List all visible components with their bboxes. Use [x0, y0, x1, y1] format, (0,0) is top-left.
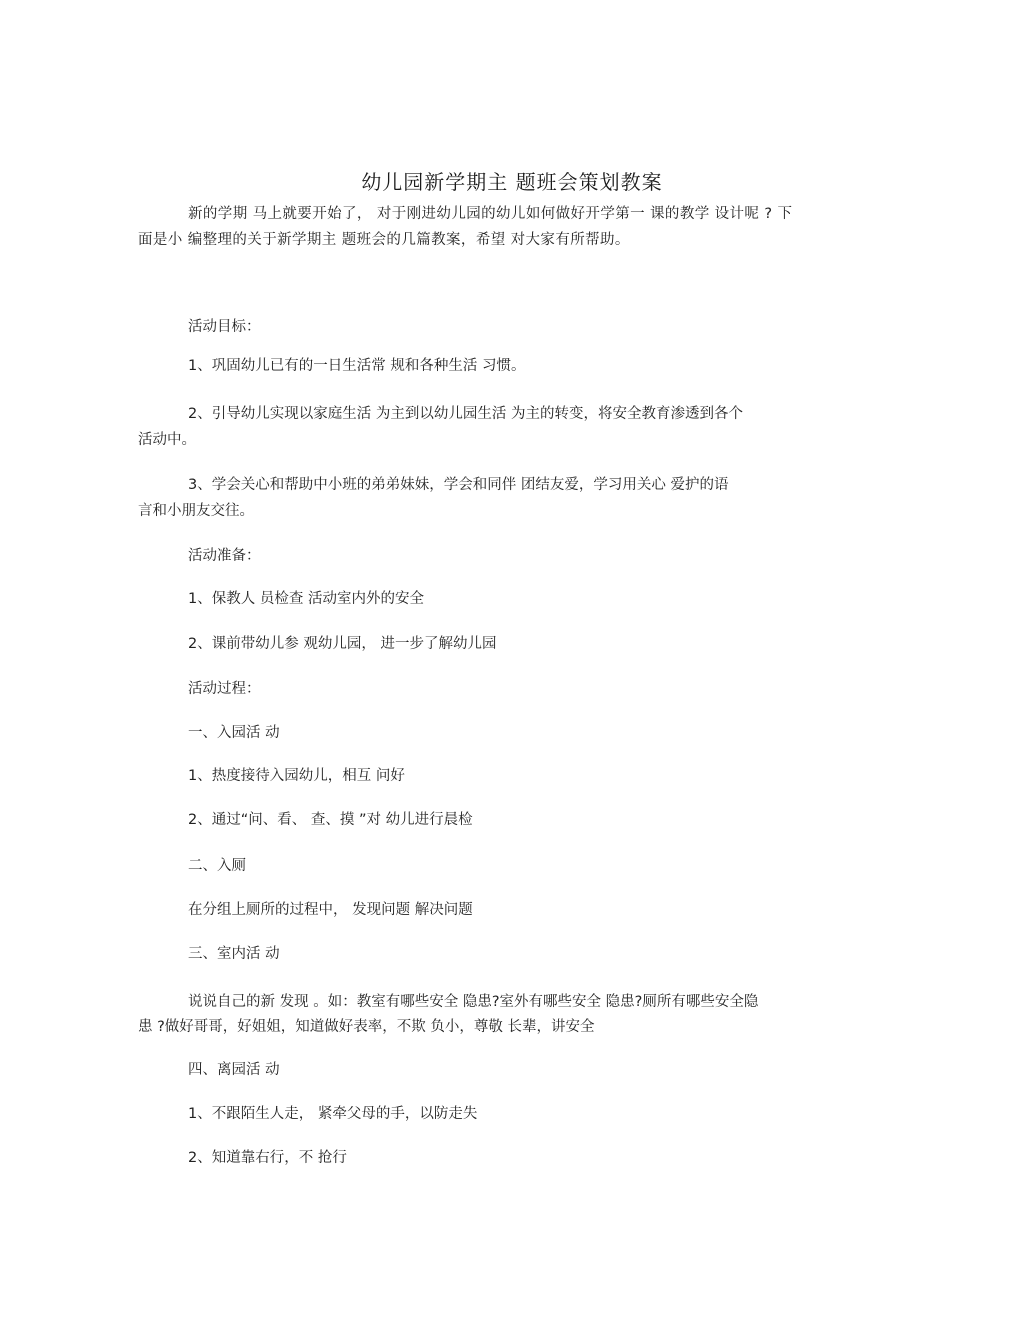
- section-4-item-2: 2、知道靠右行，不 抢行: [188, 1150, 347, 1166]
- intro-line-1: 新的学期 马上就要开始了， 对于刚进幼儿园的幼儿如何做好开学第一 课的教学 设计呢 ? 下: [188, 206, 793, 222]
- process-heading: 活动过程：: [188, 681, 261, 697]
- section-3-text-line-2: 患 ?做好哥哥，好姐姐，知道做好表率，不欺 负小，尊敬 长辈，讲安全: [138, 1019, 595, 1035]
- section-4-heading: 四、离园活 动: [188, 1062, 280, 1078]
- intro-line-2: 面是小 编整理的关于新学期主 题班会的几篇教案，希望 对大家有所帮助。: [138, 232, 630, 248]
- goal-item-2-line-2: 活动中。: [138, 432, 196, 448]
- section-3-text-line-1: 说说自己的新 发现 。如：教室有哪些安全 隐患?室外有哪些安全 隐患?厕所有哪些安全隐: [188, 994, 759, 1010]
- section-1-heading: 一、入园活 动: [188, 725, 280, 741]
- section-2-heading: 二、入厕: [188, 858, 246, 874]
- section-1-item-1: 1、热度接待入园幼儿，相互 问好: [188, 768, 405, 784]
- section-1-item-2: 2、通过“问、看、 查、摸 ”对 幼儿进行晨检: [188, 812, 473, 828]
- goals-heading: 活动目标：: [188, 319, 261, 335]
- section-2-text: 在分组上厕所的过程中， 发现问题 解决问题: [188, 902, 473, 918]
- goal-item-1: 1、巩固幼儿已有的一日生活常 规和各种生活 习惯。: [188, 358, 526, 374]
- prep-item-2: 2、课前带幼儿参 观幼儿园， 进一步了解幼儿园: [188, 636, 497, 652]
- goal-item-2-line-1: 2、引导幼儿实现以家庭生活 为主到以幼儿园生活 为主的转变，将安全教育渗透到各个: [188, 406, 743, 422]
- goal-item-3-line-2: 言和小朋友交往。: [138, 503, 254, 519]
- document-title: 幼儿园新学期主 题班会策划教案: [361, 170, 663, 194]
- section-3-heading: 三、室内活 动: [188, 946, 280, 962]
- section-4-item-1: 1、不跟陌生人走， 紧牵父母的手，以防走失: [188, 1106, 478, 1122]
- prep-heading: 活动准备：: [188, 548, 261, 564]
- goal-item-3-line-1: 3、学会关心和帮助中小班的弟弟妹妹，学会和同伴 团结友爱，学习用关心 爱护的语: [188, 477, 729, 493]
- prep-item-1: 1、保教人 员检查 活动室内外的安全: [188, 591, 424, 607]
